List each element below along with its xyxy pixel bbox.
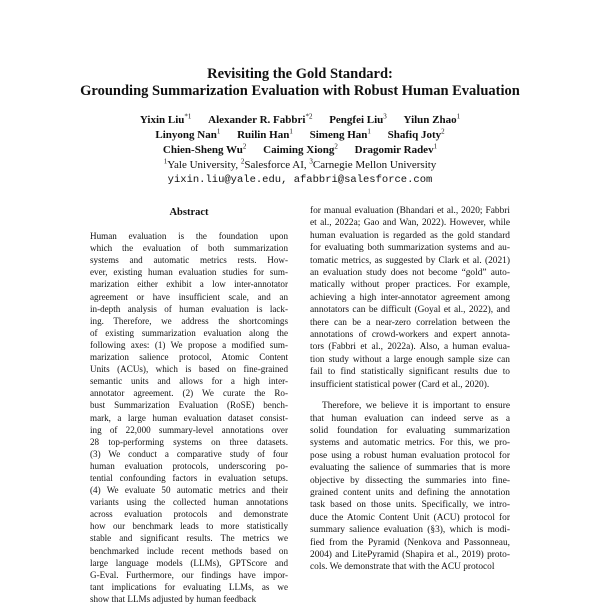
text-line: marization either exhibit a low inter-annotator xyxy=(90,279,288,290)
text-line: tomatic metrics, as suggested by Clark et al. (2021) xyxy=(310,255,510,266)
text-line: large language models (LLMs), GPTScore and xyxy=(90,557,288,568)
intro-paragraph-2 xyxy=(310,400,510,574)
text-line: human evaluation is regarded as the gold standard xyxy=(310,230,510,241)
text-line: grained content units and defining the annotation xyxy=(310,487,510,498)
author: Linyong Nan$^1$ xyxy=(155,127,221,141)
abstract-body xyxy=(90,230,288,605)
text-line: 28 top-performing systems on three datasets. xyxy=(90,436,288,447)
text-line: ing. Therefore, we address the shortcomings xyxy=(90,315,288,326)
text-line: pose using a robust human evaluation protocol for xyxy=(310,450,510,461)
text-line: (4) We evaluate 50 automatic metrics and their xyxy=(90,485,288,496)
text-line: tant implications for evaluating LLMs, as we xyxy=(90,581,288,592)
author-row-2 xyxy=(0,128,600,143)
author: Shafiq Joty$^2$ xyxy=(387,127,445,141)
text-line: matically without proper practices. For example, xyxy=(310,280,510,291)
text-line: fied from the Pyramid (Nenkova and Passonneau, xyxy=(310,537,510,548)
text-line: show that LLMs adjusted by human feedback xyxy=(90,593,257,604)
text-line: across evaluation protocols and demonstrate xyxy=(90,509,288,520)
text-line: agreement or have insufficient scale, and an xyxy=(90,291,288,302)
text-line: for evaluating both summarization systems and au- xyxy=(310,243,510,254)
text-line: et al., 2022a; Gao and Wan, 2022). However, while xyxy=(310,218,510,229)
text-line: tors (Fabbri et al., 2022a). Also, a human evalua- xyxy=(310,342,510,353)
text-line: bust Summarization Evaluation (RoSE) bench- xyxy=(90,400,288,411)
contact-emails[interactable]: yixin.liu@yale.edu, afabbri@salesforce.com xyxy=(167,174,433,186)
title-line-2: Grounding Summarization Evaluation with Robust Human Evaluation xyxy=(80,83,520,99)
text-line: annotators can be difficult (Goyal et al., 2022), and xyxy=(310,305,510,316)
text-line: cols. We demonstrate that with the ACU protocol xyxy=(310,562,495,573)
title-line-1: Revisiting the Gold Standard: xyxy=(207,66,393,82)
author: Ruilin Han$^1$ xyxy=(237,127,293,141)
text-line: 2004) and LitePyramid (Shapira et al., 2019) proto- xyxy=(310,549,510,560)
text-line: systems and automatic metrics rests. How- xyxy=(90,255,288,266)
text-line: tential confounding factors in evaluation setups. xyxy=(90,472,288,483)
text-line: how our benchmark leads to more statistically xyxy=(90,521,288,532)
text-line: achieving a high inter-annotator agreement among xyxy=(310,292,510,303)
text-line: mark, a large human evaluation dataset consist- xyxy=(90,412,288,423)
right-column xyxy=(310,205,510,574)
author-row-1 xyxy=(0,113,600,128)
text-line: summary salience evaluation (§3), which is modi- xyxy=(310,525,510,536)
text-line: objective by dissecting the summaries into fine- xyxy=(310,475,510,486)
affiliations: $^1$Yale University, $^2$Salesforce AI, $^3$Carnegie Mellon University xyxy=(163,157,437,171)
text-line: there can be a near-zero correlation between the xyxy=(310,317,510,328)
text-line: G-Eval. Furthermore, our findings have impor- xyxy=(90,569,288,580)
author: Alexander R. Fabbri$^{*2}$ xyxy=(208,112,313,126)
text-line: Human evaluation is the foundation upon xyxy=(90,231,288,242)
author: Caiming Xiong$^2$ xyxy=(263,142,338,156)
text-line: tion study without a large enough sample size can xyxy=(310,354,510,365)
text-line: an evaluation study does not become “gold” auto- xyxy=(310,268,510,279)
text-line: evaluating the salience of summaries that is more xyxy=(310,463,510,474)
text-line: (3) We conduct a comparative study of four xyxy=(90,448,288,459)
text-line: following axes: (1) We propose a modified sum- xyxy=(90,339,288,350)
text-line: that human evaluation can indeed serve as a xyxy=(310,413,510,424)
text-line: stable and significant results. The metrics we xyxy=(90,533,288,544)
author: Simeng Han$^1$ xyxy=(309,127,371,141)
text-line: Therefore, we believe it is important to ensure xyxy=(322,401,510,412)
text-line: in-depth analysis of human evaluation is lack- xyxy=(90,303,288,314)
abstract-section xyxy=(90,207,288,605)
text-line: for manual evaluation (Bhandari et al., 2020; Fabbri xyxy=(310,206,510,216)
text-line: semantic units and allows for a high inter- xyxy=(90,376,288,387)
intro-paragraph-1 xyxy=(310,205,510,391)
abstract-heading: Abstract xyxy=(169,207,209,218)
text-line: variants using the collected human annotations xyxy=(90,497,288,508)
text-line: which the evaluation of both summarization xyxy=(90,243,288,254)
text-line: benchmarked include recent methods based on xyxy=(90,545,288,556)
text-line: systems and automatic metrics. For this, we pro- xyxy=(310,438,510,449)
author: Yilun Zhao$^1$ xyxy=(403,112,461,126)
text-line: human evaluation protocols, underscoring po- xyxy=(90,460,288,471)
text-line: marization salience protocol, Atomic Content xyxy=(90,352,288,363)
text-line: task based on those units. Specifically, we intro- xyxy=(310,500,510,511)
author: Chien-Sheng Wu$^2$ xyxy=(162,142,247,156)
author-row-3 xyxy=(0,143,600,158)
text-line: fail to find statistically significant results due to xyxy=(310,367,510,378)
author-block xyxy=(0,113,600,188)
author: Pengfei Liu$^3$ xyxy=(329,112,387,126)
text-line: annotator agreement. (2) We curate the Ro- xyxy=(90,388,288,399)
author: Dragomir Radev$^1$ xyxy=(354,142,438,156)
paper-title xyxy=(0,66,600,100)
text-line: duce the Atomic Content Unit (ACU) protocol for xyxy=(310,512,510,523)
text-line: Units (ACUs), which is based on fine-grained xyxy=(90,364,288,375)
text-line: annotations of crowd-workers and expert annota- xyxy=(310,330,510,341)
text-line: ing of 22,000 summary-level annotations over xyxy=(90,424,288,435)
text-line: solid foundation for evaluating summarization xyxy=(310,425,510,436)
author: Yixin Liu$^{*1}$ xyxy=(139,112,192,126)
text-line: of existing summarization evaluation along the xyxy=(90,327,288,338)
text-line: ever, existing human evaluation studies for sum- xyxy=(90,267,288,278)
text-line: insufficient statistical power (Card et al., 2020). xyxy=(310,379,490,390)
